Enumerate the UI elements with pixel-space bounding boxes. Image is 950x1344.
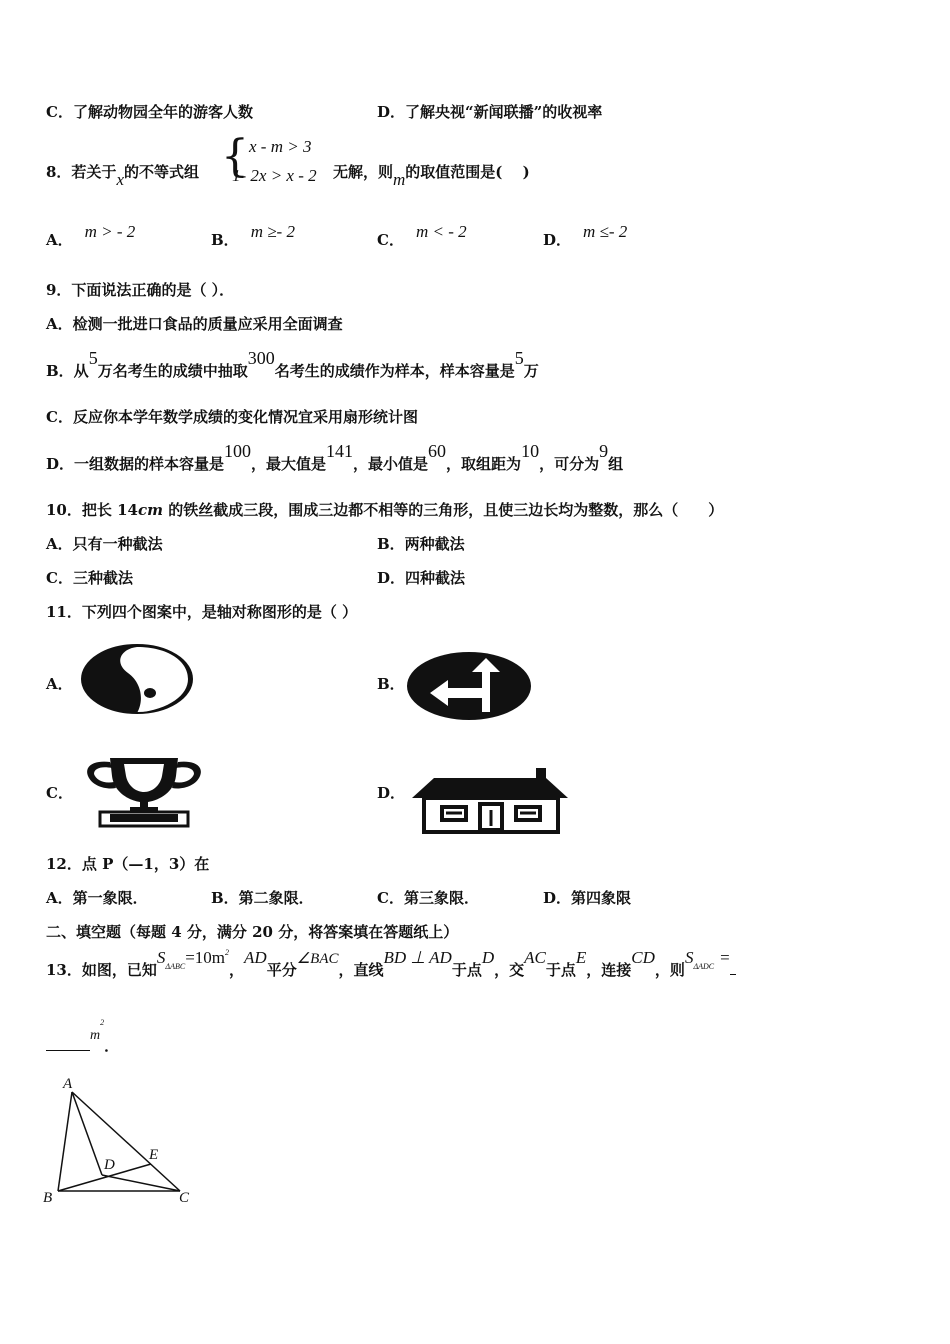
q9-option-b [46, 348, 539, 381]
q13-s-symbol: S [156, 948, 166, 967]
q13-stem [46, 948, 736, 983]
q8-after: 无解，则 [333, 163, 394, 181]
q8-option-b-label: B． [211, 231, 239, 249]
q8-option-a [46, 222, 136, 249]
q9-b-text-2: 万名考生的成绩中抽取 [97, 362, 248, 380]
segment-ad [72, 1092, 102, 1175]
q9-option-d [46, 441, 624, 474]
q9-option-a: A．检测一批进口食品的质量应采用全面调查 [46, 315, 343, 333]
q13-period: ． [104, 1037, 120, 1055]
q13-cd: CD [631, 948, 655, 967]
q8-system-brace: { [221, 131, 249, 182]
q8-inequality-2: 1- 2x > x - 2 [232, 166, 317, 185]
q9-d-num-2: 141 [326, 441, 354, 461]
q11-stem: 11．下列四个图案中，是轴对称图形的是（ ） [46, 603, 358, 621]
triangle-figure [40, 1072, 200, 1206]
q12-stem: 12．点 P（—1，3）在 [46, 855, 210, 873]
q9-b-num-3: 5 [514, 348, 524, 368]
q13-area-value: =10m [185, 948, 225, 967]
label-point-b: B [43, 1190, 53, 1206]
label-point-e: E [149, 1147, 159, 1163]
q13-text-5: 于点 [451, 961, 482, 979]
q12-option-d: D．第四象限 [543, 889, 632, 907]
q8-option-c-label: C． [377, 231, 404, 249]
q13-blank-start [730, 960, 736, 975]
q12-option-c: C．第三象限． [377, 889, 479, 907]
q9-d-num-5: 9 [599, 441, 609, 461]
q13-text-7: 于点 [545, 961, 576, 979]
house-icon [410, 766, 570, 834]
q8-stem [46, 162, 199, 189]
q10-option-a: A．只有一种截法 [46, 535, 163, 553]
q13-text-3: 平分 [266, 961, 297, 979]
q9-b-text-4: 万 [523, 362, 539, 380]
q8-middle: 的不等式组 [123, 163, 199, 181]
q10-stem-post: 的铁丝截成三段，围成三边都不相等的三角形，且使三边长均为整数，那么（ ） [163, 501, 724, 519]
q9-d-text-1: D．一组数据的样本容量是 [46, 455, 225, 473]
q8-end: 的取值范围是( ) [405, 163, 530, 181]
q8-var-m: m [393, 170, 406, 189]
q11-label-d: D． [377, 784, 406, 802]
q11-label-c: C． [46, 784, 73, 802]
section-2-title: 二、填空题（每题 4 分，满分 20 分，将答案填在答题纸上） [46, 923, 459, 941]
q13-point-e: E [575, 948, 587, 967]
q10-option-c: C．三种截法 [46, 569, 133, 587]
q13-text-8: ，连接 [586, 961, 632, 979]
q13-angle: ∠BAC [296, 951, 339, 967]
q9-d-text-2: ，最大值是 [251, 455, 327, 473]
q8-option-d [543, 222, 628, 249]
q9-d-text-6: 组 [608, 455, 624, 473]
q8-option-d-label: D． [543, 231, 572, 249]
q13-s-symbol-2: S [684, 948, 694, 967]
label-point-c: C [179, 1190, 190, 1206]
q9-b-text-3: 名考生的成绩作为样本，样本容量是 [274, 362, 515, 380]
q8-option-b-expr: m ≥- 2 [250, 222, 295, 241]
segment-cd [102, 1175, 180, 1191]
q13-unit-m: m [90, 1028, 101, 1043]
q8-tail [333, 162, 530, 189]
q9-d-num-4: 10 [521, 441, 540, 461]
q8-option-d-expr: m ≤- 2 [583, 222, 628, 241]
q11-label-b: B． [377, 675, 405, 693]
q8-option-a-expr: m > - 2 [84, 222, 136, 241]
q13-ac: AC [524, 948, 546, 967]
q13-answer-blank[interactable] [46, 1036, 90, 1051]
q9-d-num-3: 60 [428, 441, 447, 461]
q10-option-d: D．四种截法 [377, 569, 466, 587]
q13-point-d: D [481, 948, 495, 967]
q9-b-num-2: 300 [247, 348, 275, 368]
q13-sub-abc: ΔABC [165, 962, 186, 971]
q13-bd-perp-ad: BD ⊥ AD [383, 948, 452, 967]
side-ab [58, 1092, 72, 1191]
q13-unit-square: 2 [100, 1018, 105, 1027]
q12-option-a: A．第一象限． [46, 889, 148, 907]
q8-option-a-label: A． [46, 231, 73, 249]
q9-d-text-5: ，可分为 [539, 455, 600, 473]
q9-d-num-1: 100 [224, 441, 252, 461]
q8-option-b [211, 222, 295, 249]
q10-option-b: B．两种截法 [377, 535, 465, 553]
turn-arrow-sign-icon [406, 650, 532, 722]
q8-option-c-expr: m < - 2 [415, 222, 467, 241]
label-point-d: D [104, 1157, 115, 1173]
q12-option-b: B．第二象限． [211, 889, 314, 907]
q9-d-text-4: ，取组距为 [446, 455, 522, 473]
q9-option-c: C．反应你本学年数学成绩的变化情况宜采用扇形统计图 [46, 408, 418, 426]
q13-text-4: ，直线 [338, 961, 384, 979]
q13-text-2: ， [229, 961, 245, 979]
q7-option-d: D．了解央视“新闻联播”的收视率 [377, 103, 603, 121]
q8-prefix: 8．若关于 [46, 163, 117, 181]
q9-stem: 9．下面说法正确的是（ ）． [46, 281, 235, 299]
yin-yang-icon [80, 643, 194, 715]
q10-stem [46, 500, 723, 520]
q9-b-text-1: B．从 [46, 362, 89, 380]
q13-text-6: ，交 [494, 961, 525, 979]
q13-text-1: 13．如图，已知 [46, 961, 157, 979]
q13-sub-adc: ΔADC [693, 962, 715, 971]
q11-label-a: A． [46, 675, 73, 693]
q13-square: 2 [225, 948, 229, 957]
q10-stem-pre: 10．把长 14 [46, 501, 138, 519]
q8-var-x: x [116, 170, 124, 189]
q13-answer-line [46, 1018, 120, 1059]
q10-unit: cm [137, 501, 163, 519]
q13-text-9: ，则 [654, 961, 685, 979]
q13-ad: AD [244, 948, 267, 967]
label-point-a: A [63, 1076, 73, 1092]
q8-option-c [377, 222, 467, 249]
q13-equals: = [720, 948, 730, 967]
q9-b-num-1: 5 [88, 348, 98, 368]
q8-inequality-1: x - m > 3 [249, 137, 312, 156]
q7-option-c: C．了解动物园全年的游客人数 [46, 103, 253, 121]
q9-d-text-3: ，最小值是 [353, 455, 429, 473]
trophy-cup-icon [80, 752, 208, 828]
side-ac [72, 1092, 180, 1191]
